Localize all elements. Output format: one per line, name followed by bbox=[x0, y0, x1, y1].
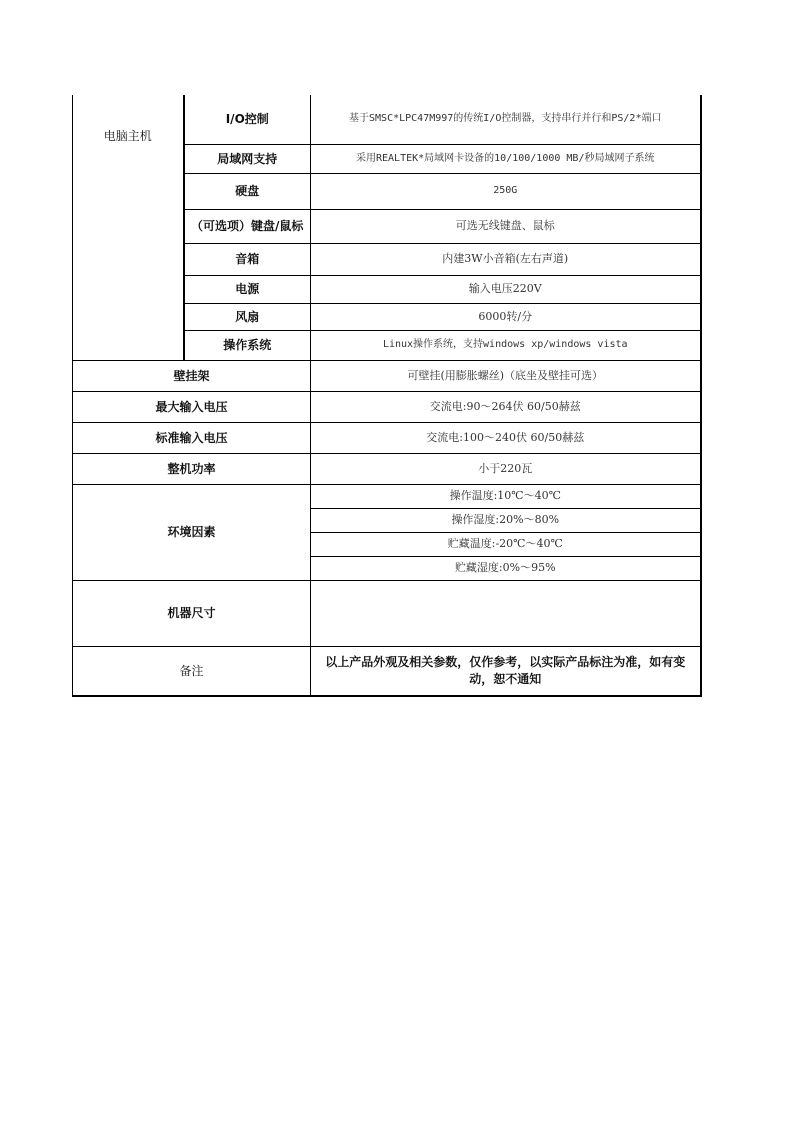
host-group-label: 电脑主机 bbox=[73, 95, 184, 360]
lan-support-value: 采用REALTEK*局域网卡设备的10/100/1000 MB/秒局域网子系统 bbox=[311, 144, 701, 173]
wall-mount-value: 可壁挂(用膨胀螺丝)（底坐及壁挂可选） bbox=[311, 360, 701, 391]
table-row bbox=[73, 646, 701, 696]
keyboard-mouse-label: （可选项）键盘/鼠标 bbox=[184, 209, 311, 243]
hard-disk-value: 250G bbox=[311, 173, 701, 209]
remark-label: 备注 bbox=[73, 646, 311, 696]
io-control-label: I/O控制 bbox=[184, 95, 311, 144]
max-input-voltage-label: 最大输入电压 bbox=[73, 391, 311, 422]
machine-size-label: 机器尺寸 bbox=[73, 580, 311, 646]
storage-humidity-value: 贮藏湿度:0%～95% bbox=[311, 556, 701, 580]
total-power-label: 整机功率 bbox=[73, 453, 311, 484]
table-row bbox=[73, 422, 701, 453]
machine-size-value bbox=[311, 580, 701, 646]
spec-sheet bbox=[72, 95, 700, 697]
operating-temperature-value: 操作温度:10℃～40℃ bbox=[311, 484, 701, 508]
fan-label: 风扇 bbox=[184, 303, 311, 330]
wall-mount-label: 壁挂架 bbox=[73, 360, 311, 391]
fan-value: 6000转/分 bbox=[311, 303, 701, 330]
lan-support-label: 局域网支持 bbox=[184, 144, 311, 173]
total-power-value: 小于220瓦 bbox=[311, 453, 701, 484]
max-input-voltage-value: 交流电:90～264伏 60/50赫兹 bbox=[311, 391, 701, 422]
storage-temperature-value: 贮藏温度:-20℃～40℃ bbox=[311, 532, 701, 556]
power-supply-value: 输入电压220V bbox=[311, 275, 701, 303]
remark-value: 以上产品外观及相关参数，仅作参考，以实际产品标注为准，如有变动，恕不通知 bbox=[311, 646, 701, 696]
os-label: 操作系统 bbox=[184, 330, 311, 360]
speaker-value: 内建3W小音箱(左右声道) bbox=[311, 243, 701, 275]
table-row bbox=[73, 391, 701, 422]
keyboard-mouse-value: 可选无线键盘、鼠标 bbox=[311, 209, 701, 243]
power-supply-label: 电源 bbox=[184, 275, 311, 303]
table-row bbox=[73, 580, 701, 646]
speaker-label: 音箱 bbox=[184, 243, 311, 275]
std-input-voltage-label: 标准输入电压 bbox=[73, 422, 311, 453]
io-control-value: 基于SMSC*LPC47M997的传统I/O控制器，支持串行并行和PS/2*端口 bbox=[311, 95, 701, 144]
environment-label: 环境因素 bbox=[73, 484, 311, 580]
operating-humidity-value: 操作湿度:20%～80% bbox=[311, 508, 701, 532]
std-input-voltage-value: 交流电:100～240伏 60/50赫兹 bbox=[311, 422, 701, 453]
hard-disk-label: 硬盘 bbox=[184, 173, 311, 209]
os-value: Linux操作系统，支持windows xp/windows vista bbox=[311, 330, 701, 360]
spec-table bbox=[72, 95, 702, 697]
table-row bbox=[73, 360, 701, 391]
table-row bbox=[73, 453, 701, 484]
table-row bbox=[73, 95, 701, 144]
table-row bbox=[73, 484, 701, 508]
